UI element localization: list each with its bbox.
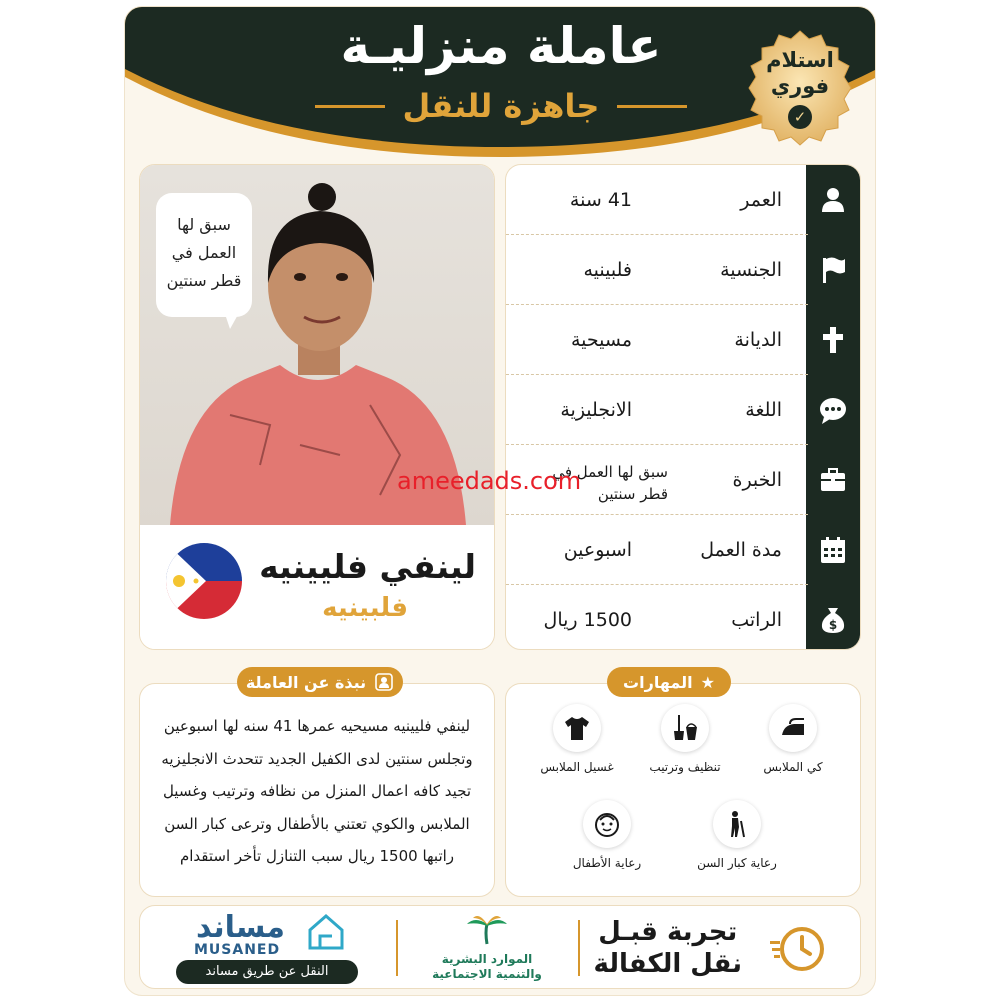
philippines-flag-icon [166, 543, 242, 619]
info-value: 41 سنة [569, 189, 632, 211]
subtitle-line-right [617, 105, 687, 108]
info-value: اسبوعين [563, 539, 632, 561]
palm-logo-icon [465, 914, 509, 948]
about-title-pill [237, 667, 403, 697]
info-label: مدة العمل [700, 539, 782, 561]
info-label: الديانة [734, 329, 782, 351]
info-row-duration [506, 515, 808, 585]
skill-label: كي الملابس [763, 760, 823, 774]
elderly-icon [713, 800, 761, 848]
worker-country: فلبينيه [322, 593, 408, 623]
musaned-house-icon [306, 912, 346, 952]
hr-ministry-logo [422, 914, 552, 984]
trial-text [593, 916, 742, 980]
child-face-icon [583, 800, 631, 848]
cross-icon [806, 305, 860, 375]
star-icon: ★ [700, 672, 715, 692]
info-label: العمر [740, 189, 782, 211]
footer [139, 905, 861, 989]
about-card [139, 683, 495, 897]
header [125, 7, 876, 162]
skill-label: رعاية كبار السن [697, 856, 777, 870]
skill-label: تنظيف وترتيب [649, 760, 721, 774]
shirt-icon [553, 704, 601, 752]
about-title: نبذة عن العاملة [245, 672, 367, 692]
briefcase-icon [806, 445, 860, 515]
skill-ironing [738, 704, 848, 774]
check-icon: ✓ [788, 105, 812, 129]
photo-card [139, 164, 495, 650]
instant-delivery-badge [741, 29, 859, 147]
clock-icon [768, 924, 826, 974]
speech-bubble-tail [224, 311, 240, 329]
musaned-logo [176, 912, 362, 986]
info-label: الراتب [731, 609, 782, 631]
page-subtitle: جاهزة للنقل [402, 87, 600, 125]
footer-divider [396, 920, 398, 976]
info-value: الانجليزية [560, 399, 632, 421]
info-label: الجنسية [720, 259, 782, 281]
worker-name: لينفي فليينيه [259, 547, 476, 586]
info-row-religion [506, 305, 808, 375]
skill-label: غسيل الملابس [540, 760, 614, 774]
trial-line-1: تجربة قبـل [598, 917, 738, 947]
worker-profile-card [124, 6, 876, 996]
skills-title-pill [607, 667, 731, 697]
watermark: ameedads.com [397, 467, 582, 495]
broom-bucket-icon [661, 704, 709, 752]
skill-cleaning [630, 704, 740, 774]
user-icon [374, 672, 394, 692]
money-bag-icon [806, 585, 860, 650]
skill-laundry [522, 704, 632, 774]
info-value: مسيحية [570, 329, 632, 351]
hr-line-2: والتنمية الاجتماعية [432, 967, 542, 981]
subtitle-line-left [315, 105, 385, 108]
info-value: فلبينيه [583, 259, 632, 281]
chat-icon [806, 375, 860, 445]
info-label: اللغة [745, 399, 782, 421]
musaned-arabic: مساند [196, 910, 285, 945]
musaned-transfer-pill: النقل عن طريق مساند [176, 960, 358, 984]
page-title: عاملة منزليـة [340, 17, 662, 75]
skills-title: المهارات [623, 672, 693, 692]
calendar-icon [806, 515, 860, 585]
svg-text:$: $ [828, 618, 838, 632]
info-label: الخبرة [732, 469, 782, 491]
hr-line-1: الموارد البشرية [441, 952, 533, 966]
skill-child-care [552, 800, 662, 870]
speech-bubble: سبق لها العمل في قطر سنتين [156, 193, 252, 317]
info-row-language [506, 375, 808, 445]
skills-card [505, 683, 861, 897]
flag-icon [806, 235, 860, 305]
person-icon [806, 165, 860, 235]
info-value: 1500 ريال [543, 609, 632, 631]
info-row-salary [506, 585, 808, 650]
info-value: سبق لها العمل في قطر سنتين [552, 463, 668, 503]
footer-divider [578, 920, 580, 976]
info-table [505, 164, 861, 650]
iron-icon [769, 704, 817, 752]
about-text: لينفي فليينيه مسيحيه عمرها 41 سنه لها اسبوعين وتجلس سنتين لدى الكفيل الجديد تتحدث الانجليزيه تجيد كافه اعمال المنزل من نظافه وترتيب وغسيل الملابس والكوي تعتني بالأطفال وترعى كبار السن راتبها 1500 ريال سبب التنازل تأخر استقدام [161, 717, 473, 865]
trial-line-2: نقل الكفالة [593, 949, 742, 979]
info-row-age [506, 165, 808, 235]
skill-elderly-care [682, 800, 792, 870]
skill-label: رعاية الأطفال [572, 856, 642, 870]
badge-label: استلام فوري [766, 48, 834, 98]
name-box [140, 525, 495, 650]
musaned-english: MUSANED [194, 942, 281, 958]
info-row-nationality [506, 235, 808, 305]
